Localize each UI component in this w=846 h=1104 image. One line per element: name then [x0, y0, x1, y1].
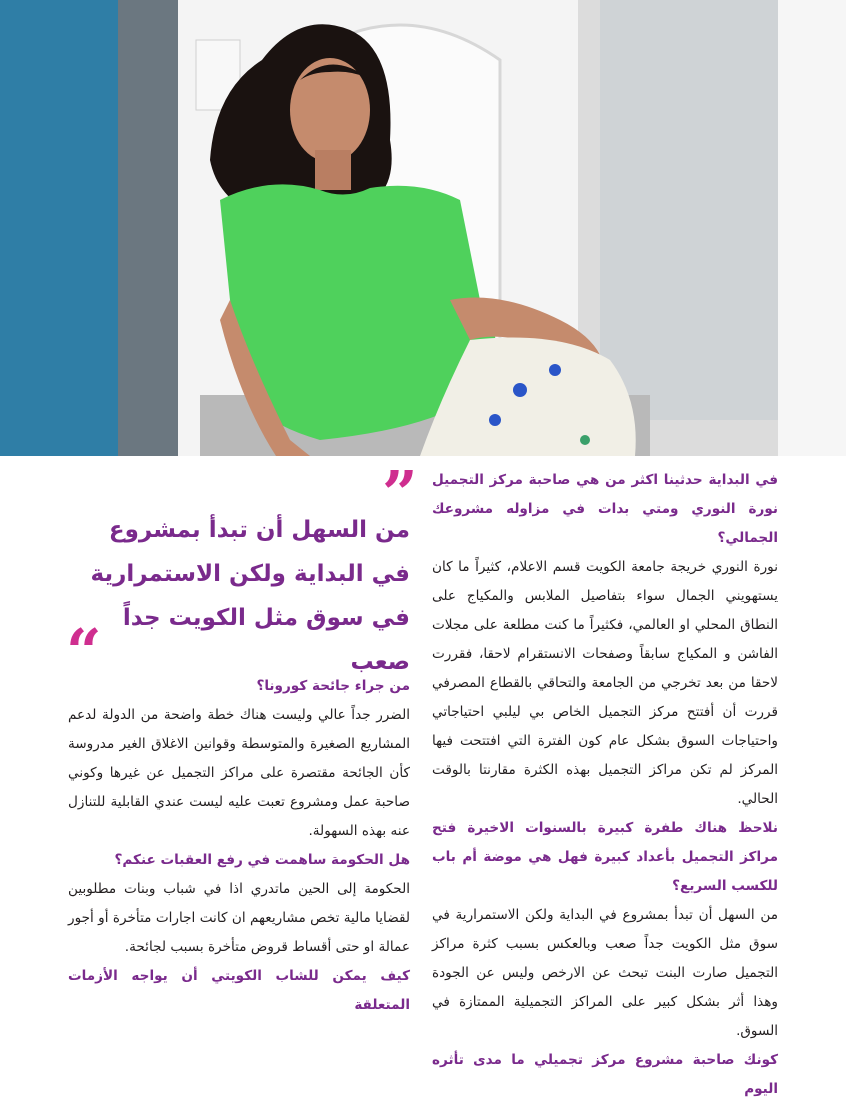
- answer-paragraph: الحكومة إلى الحين ماتدري اذا في شباب وبنات مطلوبين لقضايا مالية تخص مشاريعهم ان كانت اجارات متأخرة أو أجور عمالة او حتى أقساط قروض متأخرة بسبب لجائحة.: [68, 881, 410, 955]
- answer-paragraph: نورة النوري خريجة جامعة الكويت قسم الاعلام، كثيراً ما كان يستهويني الجمال سواء بتفاصيل الملابس والمكياج على النطاق المحلي او العالمي، فكثيراً ما كنت مطلعة على مجلات الفاشن و المكياج سابقاً وصفحات الانستقرام لاحقا، فقررت لاحقا من بعد تخرجي من الجامعة والتحاقي بالقطاع المصرفي قررت أن أفتتح مركز التجميل الخاص بي ليلبي احتياجاتي واحتياجات السوق بشكل عام كون الفترة التي افتتحت فيها المركز لم تكن مراكز التجميل بهذه الكثرة مقارنتا بالوقت الحالي.: [432, 559, 778, 807]
- question-heading: هل الحكومة ساهمت في رفع العقبات عنكم؟: [114, 852, 410, 868]
- pull-quote-text: من السهل أن تبدأ بمشروع في البداية ولكن الاستمرارية في سوق مثل الكويت جداً صعب: [90, 517, 410, 675]
- portrait-illustration: [0, 0, 846, 456]
- portrait-photo: [0, 0, 846, 456]
- answer-paragraph: الضرر جداً عالي وليست هناك خطة واضحة من الدولة لدعم المشاريع الصغيرة والمتوسطة وقوانين الاغلاق الغير مدروسة كأن الجائحة مقتصرة على مراكز التجميل عن غيرها وكوني صاحبة عمل ومشروع تعبت عليه ليست عندي القابلية للتنازل عنه بهذه السهولة.: [68, 707, 410, 839]
- article-column-right: [432, 466, 778, 1104]
- open-quote-mark: ”: [382, 457, 418, 530]
- question-heading: نلاحظ هناك طفرة كبيرة بالسنوات الاخيرة فتح مراكز التجميل بأعداد كبيرة فهل هي موضة أم باب للكسب السريع؟: [432, 820, 778, 894]
- question-heading: كيف يمكن للشاب الكويتي أن يواجه الأزمات المتعلقة: [68, 968, 410, 1013]
- question-heading: كونك صاحبة مشروع مركز تجميلي ما مدى تأثره اليوم: [432, 1052, 778, 1097]
- close-quote-mark: “: [66, 615, 102, 688]
- question-heading: من جراء جائحة كورونا؟: [256, 678, 410, 694]
- article-column-left: [68, 672, 410, 1020]
- question-heading: في البداية حدثينا اكثر من هي صاحبة مركز التجميل نورة النوري ومتي بدات في مزاوله مشروعك الجمالي؟: [432, 472, 778, 546]
- answer-paragraph: من السهل أن تبدأ بمشروع في البداية ولكن الاستمرارية في سوق مثل الكويت جداً صعب وبالعكس بسبب كثرة مراكز التجميل صارت البنت تبحث عن الارخص وليس عن الجودة وهذا أثر بشكل كبير على المراكز التجميلية الممتازة في السوق.: [432, 907, 778, 1039]
